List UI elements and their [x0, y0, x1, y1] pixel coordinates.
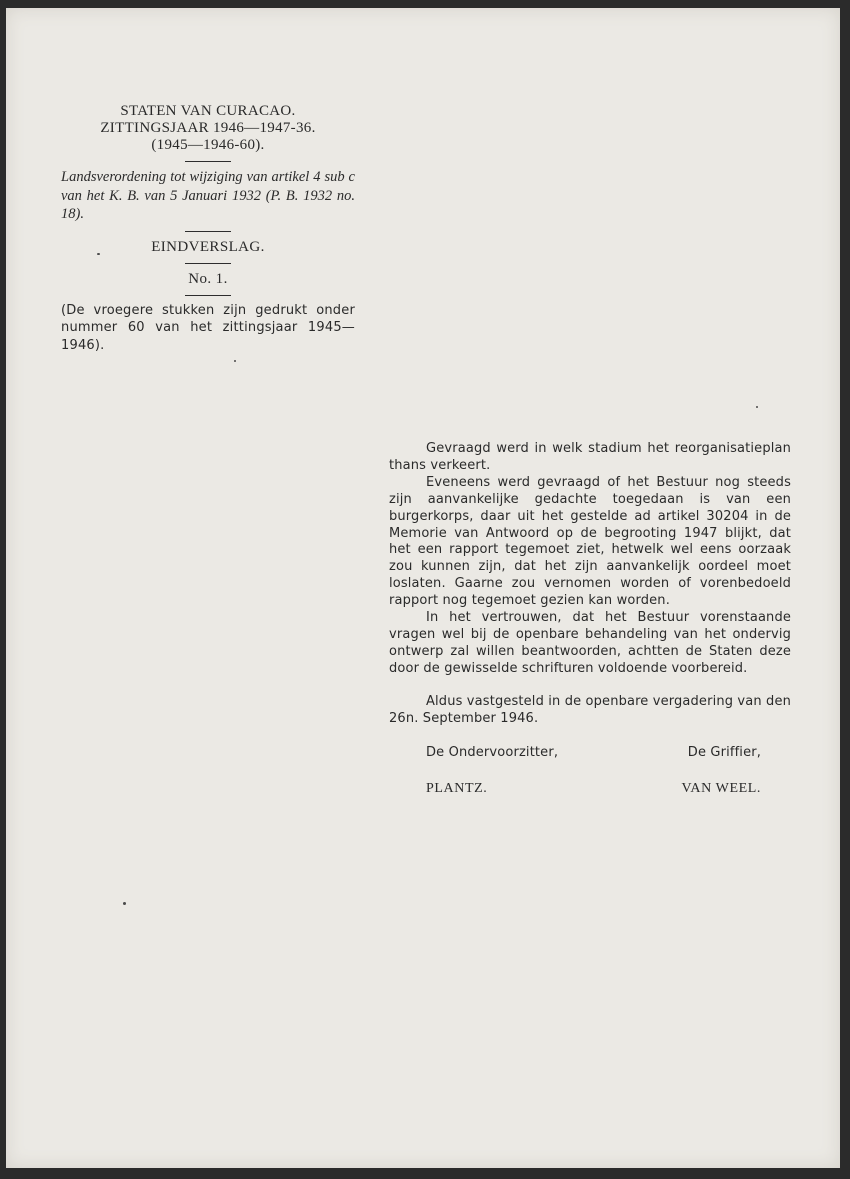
paragraph: Eveneens werd gevraagd of het Bestuur nog steeds zijn aanvankelijke gedachte toegedaan is van een burgerkorps, daar uit het gestelde ad artikel 30204 in de Memorie van Antwoord op de begrooting 1947 blijkt, dat het een rapport tegemoet ziet, hetwelk wel eens oorzaak zou kunnen zijn, dat het zijn aanvankelijk oordeel moet loslaten. Gaarne zou vernomen worden of vorenbedoeld rapport nog tegemoet gezien kan worden.: [389, 474, 791, 609]
header-line-3: (1945—1946-60).: [151, 137, 265, 153]
paragraph: In het vertrouwen, dat het Bestuur vorenstaande vragen wel bij de openbare behandeling van het ondervig ontwerp zal willen beantwoorden, achtten de Staten deze door de gewisselde schrifturen voldoende voorbereid.: [389, 610, 791, 676]
paper-speck: [97, 253, 100, 255]
report-body: [389, 441, 791, 799]
divider-rule: [185, 161, 231, 162]
divider-rule: [185, 263, 231, 264]
signature-titles: [389, 745, 791, 763]
clerk-title: De Griffier,: [687, 744, 761, 760]
paper-speck: [234, 360, 236, 362]
paper-speck: [123, 902, 126, 905]
divider-rule: [185, 295, 231, 296]
paper-speck: [756, 406, 758, 408]
header-column: [61, 103, 355, 354]
divider-rule: [185, 231, 231, 232]
document-number: No. 1.: [188, 270, 228, 287]
vice-chair-name: PLANTZ.: [426, 780, 488, 796]
adoption-statement: Aldus vastgesteld in de openbare vergadering van den 26n. September 1946.: [389, 693, 791, 726]
header-block: [61, 103, 355, 154]
ordinance-title: Landsverordening tot wijziging van artikel 4 sub c van het K. B. van 5 Januari 1932 (P. B. 1932 no. 18).: [61, 169, 355, 222]
header-line-2: ZITTINGSJAAR 1946—1947-36.: [100, 120, 316, 136]
report-type: EINDVERSLAG.: [151, 238, 265, 255]
clerk-name: VAN WEEL.: [681, 780, 761, 796]
prior-documents-note: (De vroegere stukken zijn gedrukt onder nummer 60 van het zittingsjaar 1945—1946).: [61, 302, 355, 353]
paragraph: Gevraagd werd in welk stadium het reorganisatieplan thans verkeert.: [389, 441, 791, 473]
header-line-1: STATEN VAN CURACAO.: [120, 103, 296, 119]
document-page: [6, 8, 840, 1168]
signature-names: [389, 781, 791, 799]
vice-chair-title: De Ondervoorzitter,: [426, 744, 559, 760]
